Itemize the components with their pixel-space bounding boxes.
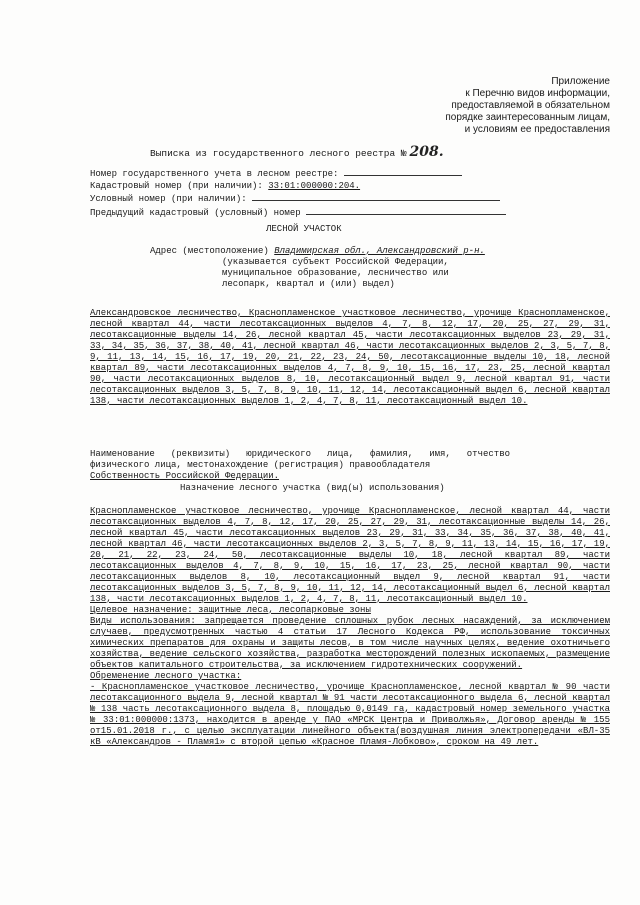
owner-block xyxy=(90,449,510,482)
extract-title: Выписка из государственного лесного реестра № xyxy=(150,148,407,159)
previous-row xyxy=(90,206,506,220)
registration-fields xyxy=(90,167,506,219)
address-label: Адрес (местоположение) xyxy=(150,246,269,256)
conditional-value xyxy=(252,192,500,201)
owner-label: Наименование (реквизиты) юридического лица, фамилия, имя, отчество физического лица, местонахождение (регистрация) правообладателя xyxy=(90,449,510,470)
purpose-block xyxy=(90,506,610,748)
state-number-value xyxy=(344,167,462,176)
purpose-target: Целевое назначение: защитные леса, лесопарковые зоны xyxy=(90,605,371,615)
address-value: Владимирская обл., Александровский р-н. xyxy=(274,246,485,256)
state-number-label: Номер государственного учета в лесном реестре: xyxy=(90,169,339,179)
address-row xyxy=(150,246,485,257)
purpose-location-text: Краснопламенское участковое лесничество, урочище Краснопламенское, лесной квартал 44, части лесотаксационных выделов 4, 7, 8, 12, 17, 20, 25, 27, 29, 31, лесотаксационные выделы 14, 26, лесной квартал 45, части лесотаксационных выделов 23, 29, 31, 33, 34, 35, 36, 37, 38, 40, 41, лесной квартал 46, части лесотаксационных выделов 2, 3, 5, 7, 8, 9, 11, 13, 14, 15, 16, 17, 19, 20, 21, 22, 23, 24, 50, лесотаксационные выделы 10, 18, лесной квартал 89, части лесотаксационных выделов 4, 7, 8, 9, 10, 15, 16, 17, 23, 25, лесной квартал 90, части лесотаксационных выделов 8, 10, лесотаксационный выдел 9, лесной квартал 91, части лесотаксационных выделов 3, 5, 7, 8, 9, 10, 11, 12, 14, лесотаксационный выдел 6, лесной квартал 138, части лесотаксационных выделов 1, 2, 4, 7, 8, 11, лесотаксационный выдел 10. xyxy=(90,506,610,604)
cadastral-label: Кадастровый номер (при наличии): xyxy=(90,180,263,191)
previous-label: Предыдущий кадастровый (условный) номер xyxy=(90,207,301,218)
appendix-line: и условиям ее предоставления xyxy=(464,124,610,135)
address-note-2: муниципальное образование, лесничество или xyxy=(222,268,449,278)
address-note-3: лесопарк, квартал и (или) выдел) xyxy=(222,279,395,289)
purpose-uses: Виды использования: запрещается проведение сплошных рубок лесных насаждений, за исключением случаев, предусмотренных частью 4 статьи 17 Лесного Кодекса РФ, использование токсичных химических препаратов для охраны и защиты лесов, в том числе научных целях, ведение охотничьего хозяйства, ведение сельского хозяйства, разработка месторождений полезных ископаемых, размещение объектов капитального строительства, за исключением гидротехнических сооружений. xyxy=(90,616,610,670)
conditional-row xyxy=(90,192,506,206)
extract-number-handwritten: 208. xyxy=(409,144,444,160)
conditional-label: Условный номер (при наличии): xyxy=(90,194,247,204)
appendix-line: порядке заинтересованным лицам, xyxy=(445,112,610,123)
address-block xyxy=(150,246,485,290)
cadastral-value: 33:01:000000:204. xyxy=(268,180,361,191)
plot-heading: ЛЕСНОЙ УЧАСТОК xyxy=(266,224,342,234)
appendix-note xyxy=(400,76,610,136)
previous-value xyxy=(306,206,506,215)
address-note-1: (указывается субъект Российской Федерации, xyxy=(222,257,449,267)
purpose-heading: Назначение лесного участка (вид(ы) использования) xyxy=(180,483,445,493)
owner-value: Собственность Российской Федерации. xyxy=(90,471,280,481)
encumbrance-text: - Краснопламенское участковое лесничество, урочище Краснопламенское, лесной квартал № 90 части лесотаксационного выдела 9, лесной квартал № 91 части лесотаксационного выдела 6, лесной квартал № 138 часть лесотаксационного выдела 8, площадью 0,0149 га, кадастровый номер земельного участка № 33:01:000000:1373, находится в аренде у ПАО «МРСК Центра и Приволжья», Договор аренды № 155 от15.01.2018 г., с целью эксплуатации линейного объекта(воздушная линия электропередачи «ВЛ-35 кВ «Александров - Пламя1» с второй цепью «Красное Пламя-Лобково», сроком на 49 лет. xyxy=(90,682,610,747)
appendix-line: Приложение xyxy=(551,76,610,87)
extract-title-row xyxy=(150,144,444,160)
state-number-row xyxy=(90,167,506,181)
appendix-line: предоставляемой в обязательном xyxy=(451,100,610,111)
cadastral-row xyxy=(90,181,506,193)
encumbrance-label: Обременение лесного участка: xyxy=(90,671,242,681)
plot-location-text: Александровское лесничество, Краснопламенское участковое лесничество, урочище Краснопламенское, лесной квартал 44, части лесотаксационных выделов 4, 7, 8, 12, 17, 20, 25, 27, 29, 31, лесотаксационные выделы 14, 26, лесной квартал 45, части лесотаксационных выделов 23, 29, 31, 33, 34, 35, 36, 37, 38, 40, 41, лесной квартал 46, части лесотаксационных выделов 2, 3, 5, 7, 8, 9, 11, 13, 14, 15, 16, 17, 19, 20, 21, 22, 23, 24, 50, лесотаксационные выделы 10, 18, лесной квартал 89, части лесотаксационных выделов 4, 7, 8, 9, 10, 15, 16, 17, 23, 25, лесной квартал 90, части лесотаксационных выделов 8, 10, лесотаксационный выдел 9, лесной квартал 91, части лесотаксационных выделов 3, 5, 7, 8, 9, 10, 11, 12, 14, лесотаксационный выдел 6, лесной квартал 138, части лесотаксационных выделов 1, 2, 4, 7, 8, 11, лесотаксационный выдел 10. xyxy=(90,308,610,406)
appendix-line: к Перечню видов информации, xyxy=(465,88,610,99)
